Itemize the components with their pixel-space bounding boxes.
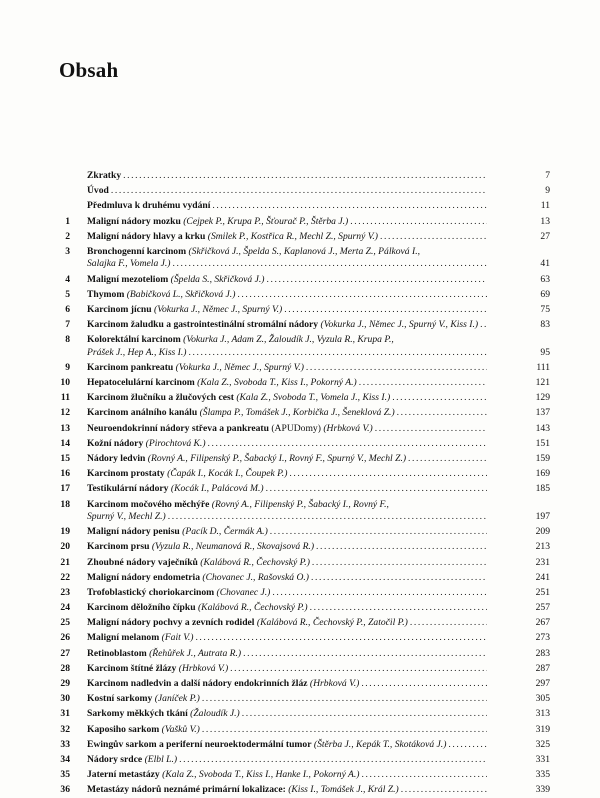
leader-dots xyxy=(179,752,487,767)
page-number: 7 xyxy=(545,170,550,181)
page-number: 63 xyxy=(540,273,550,285)
entry-text xyxy=(87,737,487,752)
chapter-authors: (Kocák I., Palácová M.) xyxy=(170,483,264,495)
toc-entry[interactable] xyxy=(52,214,550,229)
page-number: 69 xyxy=(540,288,550,300)
chapter-title: Maligní nádory endometria xyxy=(87,571,200,583)
chapter-authors: (Fait V.) xyxy=(161,632,194,644)
page-number: 331 xyxy=(535,753,550,765)
page-number: 297 xyxy=(535,678,550,690)
chapter-authors: (Řehůřek J., Autrata R.) xyxy=(149,647,242,659)
chapter-title: Thymom xyxy=(87,288,125,300)
chapter-authors: (Rovný A., Filipenský P., Šabacký I., Rovný F., Spurný V., Mechl Z.) xyxy=(147,453,407,464)
chapter-authors-continued: Spurný V., Mechl Z.) xyxy=(87,510,166,522)
chapter-title: Maligní nádory penisu xyxy=(87,526,180,538)
leader-dots xyxy=(111,183,487,198)
entry-text xyxy=(87,451,487,466)
chapter-authors: (Kala Z., Svoboda T., Kiss I., Hanke I., Pokorný A.) xyxy=(162,769,360,781)
page-number: 169 xyxy=(535,468,550,480)
page-number: 111 xyxy=(536,361,550,373)
entry-text xyxy=(87,375,487,390)
entry-text xyxy=(87,767,487,782)
leader-dots xyxy=(272,585,487,600)
chapter-title: Maligní nádory mozku xyxy=(87,215,181,227)
page-number: 335 xyxy=(535,769,550,781)
entry-text xyxy=(87,168,487,183)
page-title: Obsah xyxy=(59,58,119,82)
leader-dots xyxy=(350,214,487,229)
chapter-title: Kolorektální karcinom xyxy=(87,334,181,346)
leader-dots xyxy=(316,539,487,554)
page-number: 129 xyxy=(535,392,550,404)
chapter-authors: (Žaloudík J.) xyxy=(190,708,240,720)
chapter-title: Maligní nádory pochvy a zevních rodidel xyxy=(87,617,255,629)
entry-text xyxy=(87,302,487,317)
leader-dots xyxy=(410,615,487,630)
entry-text xyxy=(87,539,487,554)
chapter-title: Zhoubné nádory vaječníků xyxy=(87,556,198,568)
chapter-number: 21 xyxy=(60,556,70,568)
toc-entry[interactable] xyxy=(52,375,550,390)
leader-dots xyxy=(480,317,487,332)
toc-entry[interactable] xyxy=(52,405,550,420)
page-number: 159 xyxy=(535,453,550,464)
toc-entry[interactable] xyxy=(52,168,550,183)
entry-text xyxy=(87,782,487,797)
toc-entry[interactable] xyxy=(52,555,550,570)
entry-text xyxy=(87,722,487,737)
leader-dots xyxy=(392,390,487,405)
page-number: 319 xyxy=(535,723,550,735)
chapter-number: 36 xyxy=(60,784,70,796)
toc-entry[interactable] xyxy=(52,752,550,767)
chapter-title: Karcinom močového měchýře xyxy=(87,498,210,510)
entry-text xyxy=(87,497,487,525)
page-number: 305 xyxy=(535,693,550,705)
chapter-authors: (Kala Z., Svoboda T., Kiss I., Pokorný A.) xyxy=(197,377,357,389)
chapter-title: Maligní mezoteliom xyxy=(87,273,169,285)
toc-entry[interactable] xyxy=(52,332,550,360)
chapter-authors: (Vokurka J., Němec J., Spurný V.) xyxy=(154,303,283,315)
entry-text xyxy=(87,244,487,272)
chapter-title: Předmluva k druhému vydání xyxy=(87,200,211,212)
chapter-authors: (Hrbková V.) xyxy=(178,662,229,674)
chapter-title: Kaposiho sarkom xyxy=(87,723,160,735)
toc-entry[interactable] xyxy=(52,390,550,405)
chapter-authors: (Elbl L.) xyxy=(144,753,178,765)
leader-dots xyxy=(397,405,487,420)
chapter-title: Karcinom štítné žlázy xyxy=(87,662,177,674)
chapter-title: Maligní melanom xyxy=(87,632,160,644)
chapter-authors: (Kiss I., Tomášek J., Král Z.) xyxy=(288,784,399,796)
entry-text xyxy=(87,332,487,360)
toc-entry[interactable] xyxy=(52,722,550,737)
toc-entry[interactable] xyxy=(52,436,550,451)
chapter-title: Karcinom análního kanálu xyxy=(87,407,198,419)
entry-text xyxy=(87,555,487,570)
toc-entry[interactable] xyxy=(52,767,550,782)
leader-dots xyxy=(242,706,487,721)
chapter-authors: (Pacík D., Čermák A.) xyxy=(182,526,268,538)
chapter-authors: (Vašků V.) xyxy=(161,723,200,735)
leader-dots xyxy=(311,570,487,585)
toc-entry[interactable] xyxy=(52,646,550,661)
leader-dots xyxy=(202,722,487,737)
leader-dots xyxy=(310,600,487,615)
leader-dots xyxy=(361,676,487,691)
page-number: 231 xyxy=(535,556,550,568)
chapter-title: Metastázy nádorů neznámé primární lokalizace: xyxy=(87,784,286,796)
page-number: 11 xyxy=(540,200,550,212)
page-number: 283 xyxy=(535,647,550,659)
chapter-number: 8 xyxy=(65,334,70,346)
leader-dots xyxy=(243,646,487,661)
chapter-title: Retinoblastom xyxy=(87,647,147,659)
toc-entry[interactable] xyxy=(52,615,550,630)
chapter-title: Hepatocelulární karcinom xyxy=(87,377,195,389)
leader-dots xyxy=(306,360,487,375)
chapter-title: Nádory ledvin xyxy=(87,453,146,464)
chapter-title: Karcinom pankreatu xyxy=(87,361,174,373)
page-number: 267 xyxy=(535,617,550,629)
chapter-number: 35 xyxy=(60,769,70,781)
toc-entry[interactable] xyxy=(52,497,550,525)
entry-text xyxy=(87,646,487,661)
chapter-number: 20 xyxy=(60,541,70,553)
toc-entry[interactable] xyxy=(52,302,550,317)
page-number: 41 xyxy=(540,258,550,270)
entry-text xyxy=(87,752,487,767)
leader-dots xyxy=(188,345,487,360)
chapter-number: 25 xyxy=(60,617,70,629)
chapter-number: 23 xyxy=(60,586,70,598)
leader-dots xyxy=(375,421,487,436)
entry-text xyxy=(87,706,487,721)
toc-entry[interactable] xyxy=(52,691,550,706)
toc-entry[interactable] xyxy=(52,229,550,244)
chapter-title: Kožní nádory xyxy=(87,437,144,449)
page-number: 251 xyxy=(535,586,550,598)
chapter-authors: (Chovanec J.) xyxy=(216,586,271,598)
entry-text xyxy=(87,421,487,436)
chapter-number: 22 xyxy=(60,571,70,583)
page-number: 95 xyxy=(540,346,550,358)
chapter-number: 5 xyxy=(65,288,70,300)
chapter-number: 15 xyxy=(60,453,70,464)
chapter-authors: (Janíček P.) xyxy=(154,693,200,705)
entry-text xyxy=(87,676,487,691)
toc-entry[interactable] xyxy=(52,661,550,676)
chapter-title: Karcinom prostaty xyxy=(87,468,165,480)
chapter-authors: (Cejpek P., Krupa P., Šťourač P., Štěrba J.) xyxy=(183,215,349,227)
chapter-number: 2 xyxy=(65,230,70,242)
toc-entry[interactable] xyxy=(52,539,550,554)
chapter-authors: (Hrbková V.) xyxy=(309,678,360,690)
chapter-number: 16 xyxy=(60,468,70,480)
chapter-title: Jaterní metastázy xyxy=(87,769,160,781)
entry-text xyxy=(87,198,487,213)
leader-dots xyxy=(212,198,487,213)
toc-entry[interactable] xyxy=(52,737,550,752)
chapter-authors: (Vokurka J., Němec J., Spurný V., Kiss I.) xyxy=(320,319,479,331)
page-number: 241 xyxy=(535,571,550,583)
entry-text xyxy=(87,661,487,676)
chapter-number: 3 xyxy=(65,245,70,257)
chapter-authors: (Chovanec J., Rašovská O.) xyxy=(202,571,309,583)
chapter-title: Neuroendokrinní nádory střeva a pankreatu xyxy=(87,422,269,434)
entry-text xyxy=(87,570,487,585)
leader-dots xyxy=(380,229,487,244)
chapter-number: 17 xyxy=(60,483,70,495)
page-number: 9 xyxy=(545,185,550,197)
page-number: 325 xyxy=(535,738,550,750)
chapter-number: 6 xyxy=(65,303,70,315)
leader-dots xyxy=(284,302,487,317)
chapter-title: Nádory srdce xyxy=(87,753,143,765)
entry-text xyxy=(87,466,487,481)
leader-dots xyxy=(202,691,487,706)
leader-dots xyxy=(289,466,487,481)
leader-dots xyxy=(230,661,487,676)
chapter-number: 12 xyxy=(60,407,70,419)
page-number: 143 xyxy=(535,422,550,434)
leader-dots xyxy=(270,524,487,539)
toc-entry[interactable] xyxy=(52,782,550,797)
page-number: 213 xyxy=(535,541,550,553)
chapter-number: 10 xyxy=(60,377,70,389)
leader-dots xyxy=(448,737,487,752)
chapter-number: 24 xyxy=(60,602,70,614)
chapter-authors: (Špelda S., Skřičková J.) xyxy=(170,273,265,285)
chapter-authors: (Vokurka J., Němec J., Spurný V.) xyxy=(175,361,304,373)
toc-entry[interactable] xyxy=(52,244,550,272)
toc-entry[interactable] xyxy=(52,360,550,375)
toc-entry[interactable] xyxy=(52,466,550,481)
chapter-number: 9 xyxy=(65,361,70,373)
chapter-title: Ewingův sarkom a periferní neuroektodermální tumor xyxy=(87,738,312,750)
entry-text xyxy=(87,436,487,451)
toc-entry[interactable] xyxy=(52,600,550,615)
toc-entry[interactable] xyxy=(52,272,550,287)
page-number: 287 xyxy=(535,662,550,674)
chapter-number: 7 xyxy=(65,319,70,331)
entry-text xyxy=(87,615,487,630)
page-number: 273 xyxy=(535,632,550,644)
chapter-title: Karcinom děložního čípku xyxy=(87,602,196,614)
page-number: 13 xyxy=(540,215,550,227)
leader-dots xyxy=(195,630,487,645)
chapter-title: Karcinom nadledvin a další nádory endokrinních žláz xyxy=(87,678,308,690)
entry-text xyxy=(87,481,487,496)
toc-entry[interactable] xyxy=(52,706,550,721)
chapter-authors: (Kala Z., Svoboda T., Vomela J., Kiss I.) xyxy=(236,392,391,404)
chapter-title: Sarkomy měkkých tkání xyxy=(87,708,188,720)
page-number: 151 xyxy=(535,437,550,449)
chapter-number: 33 xyxy=(60,738,70,750)
entry-text xyxy=(87,585,487,600)
leader-dots xyxy=(362,767,487,782)
chapter-title: Karcinom žlučníku a žlučových cest xyxy=(87,392,234,404)
chapter-authors: (Smilek P., Kostřica R., Mechl Z., Spurný V.) xyxy=(207,230,378,242)
chapter-authors: (Pirochtová K.) xyxy=(145,437,206,449)
chapter-authors-continued: Prášek J., Hep A., Kiss I.) xyxy=(87,346,187,358)
entry-text xyxy=(87,600,487,615)
entry-text xyxy=(87,229,487,244)
chapter-number: 4 xyxy=(65,273,70,285)
chapter-title: Karcinom prsu xyxy=(87,541,150,553)
toc-entry[interactable] xyxy=(52,287,550,302)
chapter-title: Trofoblastický choriokarcinom xyxy=(87,586,215,598)
page-number: 27 xyxy=(540,230,550,242)
chapter-title: Bronchogenní karcinom xyxy=(87,245,187,257)
leader-dots xyxy=(401,782,487,797)
chapter-title: Úvod xyxy=(87,185,109,197)
chapter-authors: (Kalábová R., Čechovský P.) xyxy=(197,602,308,614)
entry-text xyxy=(87,405,487,420)
chapter-number: 14 xyxy=(60,437,70,449)
chapter-authors: (Skřičková J., Špelda S., Kaplanová J., Merta Z., Pálková I., xyxy=(188,245,420,257)
page-number: 339 xyxy=(535,784,550,796)
page-number: 197 xyxy=(535,510,550,522)
chapter-authors: (Kalábová R., Čechovský P.) xyxy=(200,556,310,568)
chapter-number: 27 xyxy=(60,647,70,659)
chapter-title: Karcinom jícnu xyxy=(87,303,152,315)
toc-entry[interactable] xyxy=(52,524,550,539)
chapter-authors: (Hrbková V.) xyxy=(323,422,373,434)
toc-entry[interactable] xyxy=(52,676,550,691)
page-number: 313 xyxy=(535,708,550,720)
chapter-number: 19 xyxy=(60,526,70,538)
page-number: 137 xyxy=(535,407,550,419)
chapter-authors: (Vokurka J., Adam Z., Žaloudík J., Vyzula R., Krupa P., xyxy=(183,334,394,346)
entry-text xyxy=(87,287,487,302)
entry-text xyxy=(87,630,487,645)
table-of-contents xyxy=(52,168,550,798)
chapter-number: 18 xyxy=(60,498,70,510)
toc-entry[interactable] xyxy=(52,421,550,436)
chapter-number: 31 xyxy=(60,708,70,720)
chapter-title: Maligní nádory hlavy a krku xyxy=(87,230,206,242)
page-number: 209 xyxy=(535,526,550,538)
leader-dots xyxy=(123,168,487,183)
entry-text xyxy=(87,214,487,229)
entry-text xyxy=(87,524,487,539)
toc-entry[interactable] xyxy=(52,585,550,600)
chapter-number: 26 xyxy=(60,632,70,644)
toc-entry[interactable] xyxy=(52,451,550,466)
chapter-authors-continued: Salajka F., Vomela J.) xyxy=(87,258,171,270)
chapter-number: 28 xyxy=(60,662,70,674)
leader-dots xyxy=(208,436,487,451)
entry-text xyxy=(87,390,487,405)
chapter-authors: (Šlampa P., Tomášek J., Korbička J., Šeneklová Z.) xyxy=(199,407,395,419)
page-number: 257 xyxy=(535,602,550,614)
chapter-title: Kostní sarkomy xyxy=(87,693,153,705)
toc-entry[interactable] xyxy=(52,481,550,496)
toc-entry[interactable] xyxy=(52,570,550,585)
chapter-title: Zkratky xyxy=(87,170,122,181)
toc-entry[interactable] xyxy=(52,183,550,198)
entry-text xyxy=(87,272,487,287)
chapter-number: 32 xyxy=(60,723,70,735)
chapter-title: Karcinom žaludku a gastrointestinální stromální nádory xyxy=(87,319,319,331)
chapter-authors: (Rovný A., Filipenský P., Šabacký I., Rovný F., xyxy=(211,498,389,510)
chapter-authors: (Babičková L., Skřičková J.) xyxy=(126,288,236,300)
toc-entry[interactable] xyxy=(52,198,550,213)
chapter-authors: (Kalábová R., Čechovský P., Zatočil P.) xyxy=(256,617,408,629)
page-number: 83 xyxy=(540,319,550,331)
entry-text xyxy=(87,183,487,198)
toc-entry[interactable] xyxy=(52,317,550,332)
chapter-title: Testikulární nádory xyxy=(87,483,169,495)
page-number: 75 xyxy=(540,303,550,315)
chapter-authors: (Štěrba J., Kepák T., Skotáková J.) xyxy=(313,738,447,750)
chapter-authors: (Čapák I., Kocák I., Čoupek P.) xyxy=(167,468,288,480)
leader-dots xyxy=(266,272,487,287)
chapter-number: 13 xyxy=(60,422,70,434)
chapter-number: 34 xyxy=(60,753,70,765)
leader-dots xyxy=(312,555,487,570)
entry-text xyxy=(87,691,487,706)
page-number: 121 xyxy=(535,377,550,389)
entry-text xyxy=(87,317,487,332)
chapter-number: 11 xyxy=(60,392,70,404)
leader-dots xyxy=(168,509,487,524)
chapter-title-note: (APUDomy) xyxy=(271,422,321,434)
leader-dots xyxy=(408,451,487,466)
toc-entry[interactable] xyxy=(52,630,550,645)
leader-dots xyxy=(237,287,487,302)
chapter-number: 30 xyxy=(60,693,70,705)
chapter-number: 29 xyxy=(60,678,70,690)
chapter-authors: (Vyzula R., Neumanová R., Skovajsová R.) xyxy=(151,541,315,553)
page-number: 185 xyxy=(535,483,550,495)
entry-text xyxy=(87,360,487,375)
leader-dots xyxy=(173,256,488,271)
leader-dots xyxy=(266,481,487,496)
leader-dots xyxy=(359,375,487,390)
chapter-number: 1 xyxy=(65,215,70,227)
